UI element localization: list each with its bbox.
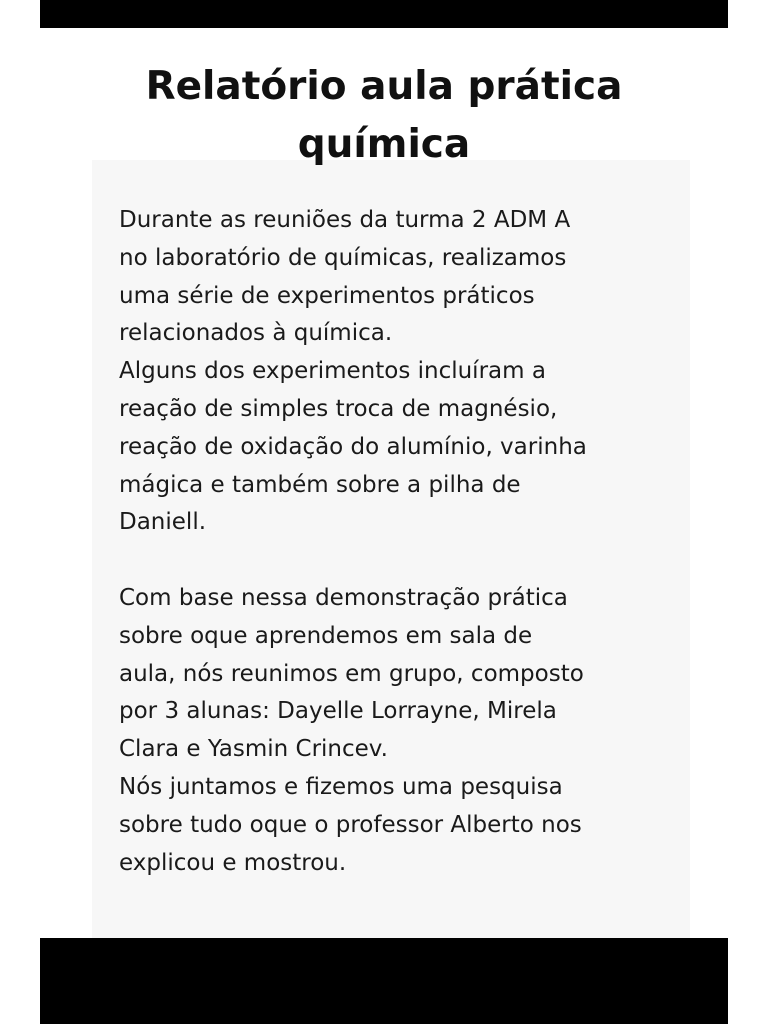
paragraph-2 — [119, 580, 699, 882]
text-line: sobre tudo oque o professor Alberto nos — [119, 811, 582, 838]
document-body — [119, 202, 699, 882]
document-title — [40, 58, 728, 174]
text-line: Daniell. — [119, 509, 207, 536]
text-line: no laboratório de químicas, realizamos — [119, 244, 567, 271]
text-line: uma série de experimentos práticos — [119, 282, 535, 309]
text-line: explicou e mostrou. — [119, 849, 347, 876]
text-line: sobre oque aprendemos em sala de — [119, 622, 533, 649]
text-line: aula, nós reunimos em grupo, composto — [119, 660, 584, 687]
text-line: Durante as reuniões da turma 2 ADM A — [119, 207, 571, 233]
text-line: mágica e também sobre a pilha de — [119, 471, 521, 498]
text-line: reação de oxidação do alumínio, varinha — [119, 433, 587, 460]
bottom-black-bar — [40, 938, 728, 1024]
title-line: química — [297, 122, 471, 167]
text-line: por 3 alunas: Dayelle Lorrayne, Mirela — [119, 698, 557, 725]
paragraph-spacer — [119, 542, 699, 580]
text-line: Com base nessa demonstração prática — [119, 584, 568, 611]
text-line: reação de simples troca de magnésio, — [119, 395, 558, 422]
text-line: Nós juntamos e fizemos uma pesquisa — [119, 773, 563, 800]
title-line: Relatório aula prática — [145, 64, 623, 109]
text-line: Alguns dos experimentos incluíram a — [119, 358, 546, 385]
text-line: relacionados à química. — [119, 320, 393, 347]
top-black-bar — [40, 0, 728, 28]
paragraph-1 — [119, 202, 699, 542]
text-line: Clara e Yasmin Crincev. — [119, 736, 388, 763]
